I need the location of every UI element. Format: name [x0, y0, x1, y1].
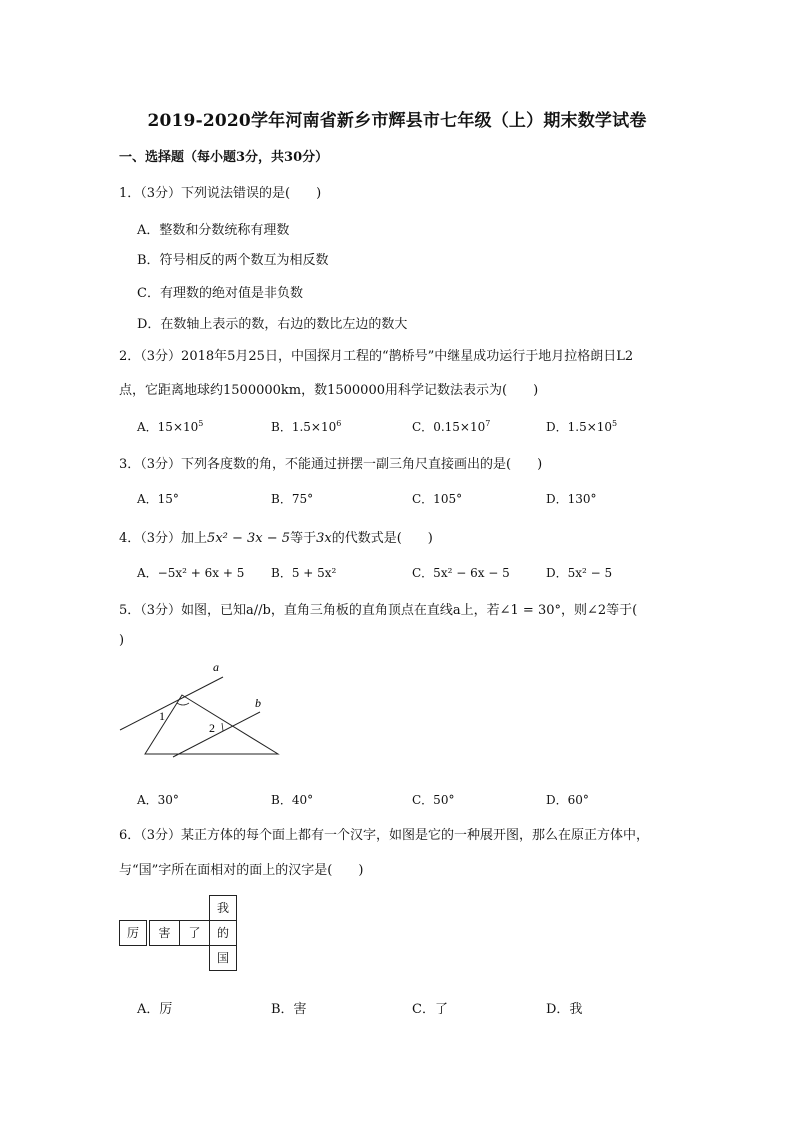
- question-1-option-b: B．符号相反的两个数互为相反数: [137, 253, 329, 268]
- question-2-stem-line2: 点，它距离地球约1500000km，数1500000用科学记数法表示为( ): [119, 383, 539, 398]
- question-3-option-c: C．105°: [412, 492, 463, 506]
- question-1-option-d: D．在数轴上表示的数，右边的数比左边的数大: [137, 317, 408, 332]
- net-cell-li: 厉: [119, 920, 147, 946]
- question-3-option-b: B．75°: [271, 492, 314, 506]
- label-angle-2: 2: [209, 721, 215, 735]
- label-b: b: [255, 696, 261, 710]
- question-4-option-d: D．5x² − 5: [546, 566, 613, 580]
- net-cell-wo: 我: [209, 895, 237, 921]
- net-cell-guo: 国: [209, 945, 237, 971]
- question-3-stem: 3．（3分）下列各度数的角，不能通过拼摆一副三角尺直接画出的是( ): [119, 457, 543, 472]
- line-a: [120, 677, 223, 730]
- net-cell-hai: 害: [149, 920, 180, 946]
- question-5-option-b: B．40°: [271, 793, 314, 807]
- net-cell-de: 的: [209, 920, 237, 946]
- question-3-option-d: D．130°: [546, 492, 597, 506]
- question-5-stem-line1: 5．（3分）如图，已知a//b，直角三角板的直角顶点在直线a上，若∠1 = 30°，则∠2等于(: [119, 603, 638, 618]
- label-a: a: [213, 660, 219, 674]
- question-1-option-a: A．整数和分数统称有理数: [137, 223, 290, 238]
- question-6-option-c: C．了: [412, 1002, 448, 1017]
- parallel-lines-triangle-figure: [115, 657, 295, 762]
- cube-net-figure: [119, 895, 239, 979]
- question-5-option-c: C．50°: [412, 793, 455, 807]
- angle-2-mark: [222, 723, 223, 731]
- question-4-option-a: A．−5x² + 6x + 5: [137, 566, 245, 580]
- question-6-stem-line1: 6．（3分）某正方体的每个面上都有一个汉字，如图是它的一种展开图，那么在原正方体中，: [119, 828, 650, 843]
- question-4-option-c: C．5x² − 6x − 5: [412, 566, 510, 580]
- question-2-option-b: B．$1.5\times 10^6$: [271, 419, 342, 434]
- question-3-option-a: A．15°: [137, 492, 179, 506]
- section-heading: 一、选择题（每小题3分，共30分）: [119, 150, 329, 165]
- question-6-option-d: D．我: [546, 1002, 583, 1017]
- page-title: 2019-2020学年河南省新乡市辉县市七年级（上）期末数学试卷: [147, 111, 647, 131]
- question-6-option-b: B．害: [271, 1002, 307, 1017]
- angle-1-arc: [177, 703, 189, 705]
- question-2-option-d: D．$1.5\times 10^5$: [546, 419, 618, 434]
- question-4-stem: 4．（3分）加上5x² − 3x − 5等于3x的代数式是( ): [119, 531, 433, 546]
- question-2-option-a: A．$15\times 10^5$: [137, 419, 204, 434]
- question-5-option-d: D．60°: [546, 793, 589, 807]
- question-5-stem-line2: ): [119, 633, 125, 648]
- question-6-option-a: A．厉: [137, 1002, 173, 1017]
- net-cell-le: 了: [179, 920, 210, 946]
- question-2-stem-line1: 2．（3分）2018年5月25日，中国探月工程的“鹊桥号”中继星成功运行于地月拉格朗日L2: [119, 349, 634, 364]
- question-2-option-c: C．$0.15\times 10^7$: [412, 419, 491, 434]
- question-4-option-b: B．5 + 5x²: [271, 566, 337, 580]
- label-angle-1: 1: [159, 709, 165, 723]
- question-6-stem-line2: 与“国”字所在面相对的面上的汉字是( ): [119, 863, 364, 878]
- question-5-option-a: A．30°: [137, 793, 179, 807]
- question-1-option-c: C．有理数的绝对值是非负数: [137, 286, 303, 301]
- question-1-stem: 1．（3分）下列说法错误的是( ): [119, 186, 322, 201]
